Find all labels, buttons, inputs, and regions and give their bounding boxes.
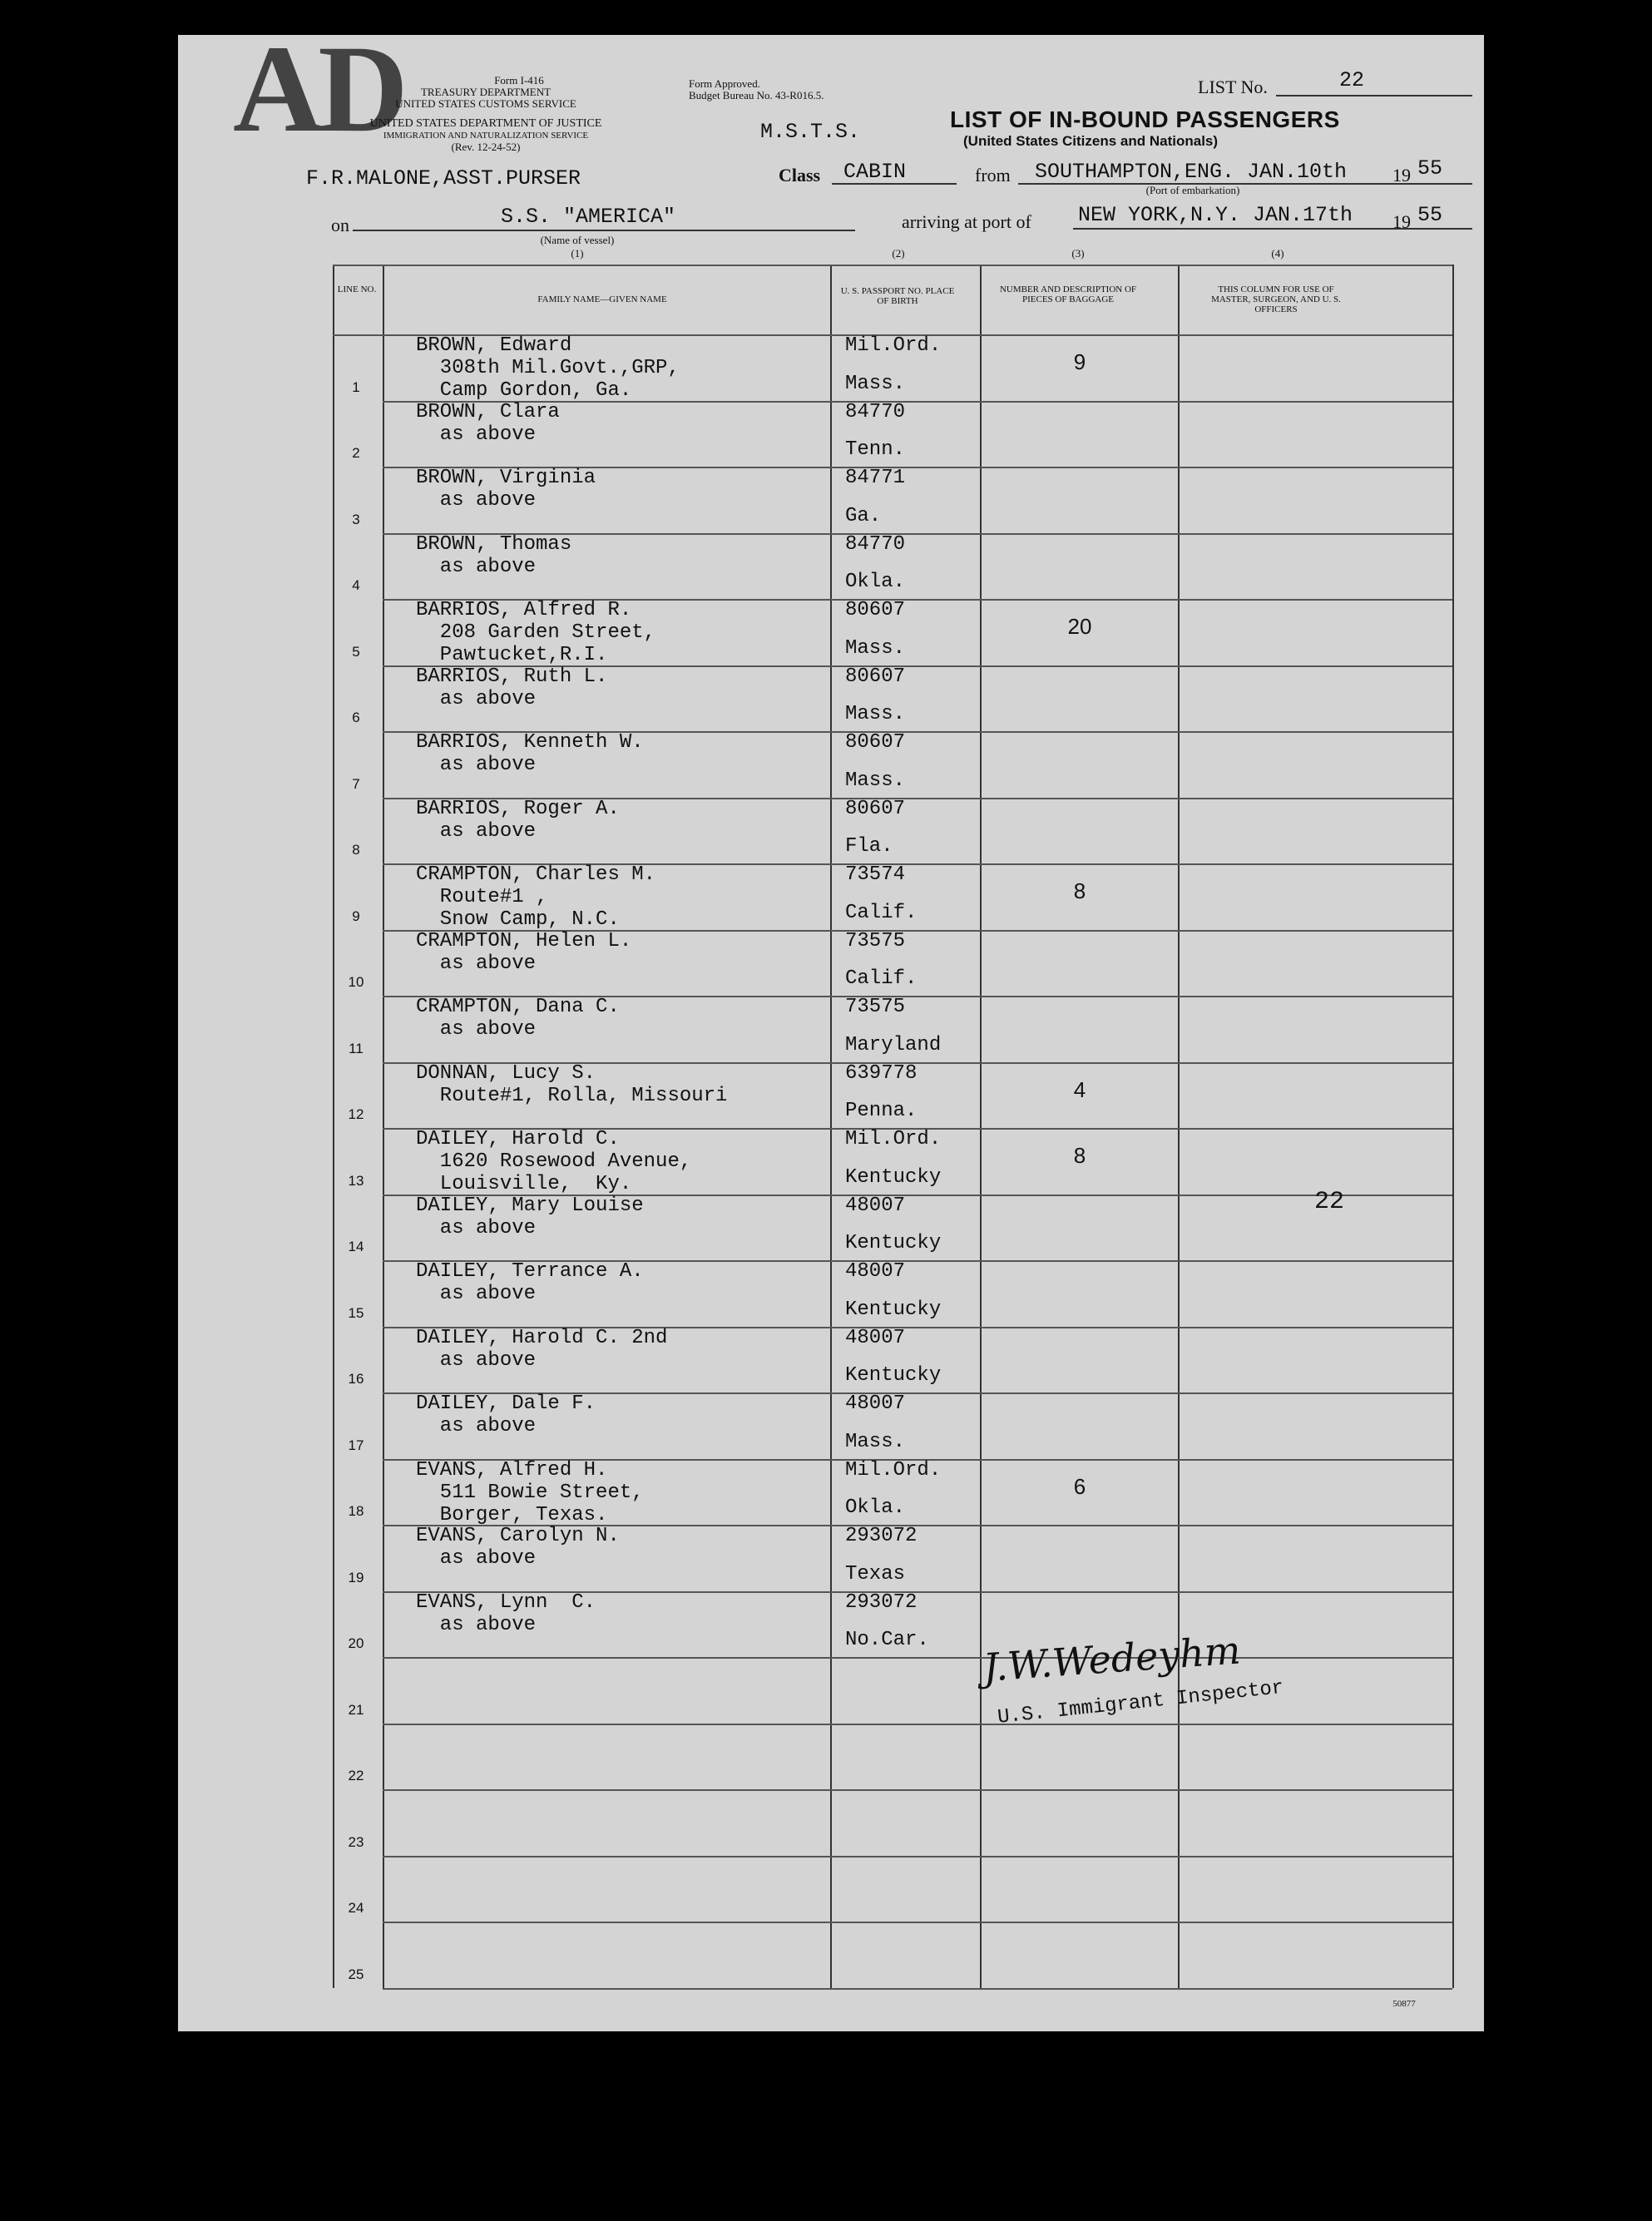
passenger-name: EVANS, Alfred H. 511 Bowie Street, Borger, Texas. — [416, 1458, 644, 1526]
line-number: 16 — [348, 1371, 364, 1387]
col-header-officers: THIS COLUMN FOR USE OF MASTER, SURGEON, AND U. S. OFFICERS — [1211, 284, 1341, 314]
passport-col-number: (2) — [892, 247, 905, 260]
line-number: 7 — [352, 775, 360, 792]
column-rule — [1178, 265, 1180, 1988]
passport-number: 84771 — [845, 467, 906, 489]
passport-number: 48007 — [845, 1194, 906, 1217]
place-of-birth: Penna. — [845, 1100, 918, 1122]
line-number: 5 — [352, 643, 360, 660]
line-number: 24 — [348, 1900, 364, 1916]
place-of-birth: Texas — [845, 1562, 906, 1585]
from-value: SOUTHAMPTON,ENG. JAN.10th — [1035, 160, 1348, 184]
purser-name: F.R.MALONE,ASST.PURSER — [306, 166, 581, 190]
line-number: 21 — [348, 1701, 364, 1718]
line-number: 10 — [348, 974, 364, 990]
baggage-count: 20 — [1067, 614, 1092, 639]
passport-number: 73575 — [845, 996, 906, 1018]
place-of-birth: Ga. — [845, 504, 882, 527]
place-of-birth: Mass. — [845, 703, 906, 725]
place-of-birth: Okla. — [845, 571, 906, 593]
class-underline — [832, 183, 957, 185]
officer-total: 22 — [1314, 1188, 1345, 1216]
list-no-underline — [1276, 95, 1472, 96]
place-of-birth: Mass. — [845, 1430, 906, 1453]
passenger-name: BROWN, Thomas as above — [416, 532, 572, 578]
on-label: on — [331, 215, 349, 235]
passport-number: 73574 — [845, 863, 906, 886]
passport-number: 293072 — [845, 1525, 918, 1547]
passenger-name: BARRIOS, Roger A. as above — [416, 797, 620, 843]
manifest-page — [178, 20, 1484, 2031]
passport-number: 293072 — [845, 1590, 918, 1614]
baggage-count: 8 — [1073, 878, 1086, 903]
column-rule — [333, 265, 334, 1988]
passport-number: 48007 — [845, 1326, 906, 1349]
passenger-name: EVANS, Lynn C. as above — [416, 1590, 596, 1636]
arrival-year-prefix: 19 — [1392, 211, 1411, 232]
row-rule — [383, 1789, 1452, 1791]
place-of-birth: Kentucky — [845, 1298, 942, 1321]
col-header-baggage: NUMBER AND DESCRIPTION OF PIECES OF BAGGAGE — [999, 284, 1137, 304]
column-rule — [830, 265, 832, 1988]
vessel-caption: (Name of vessel) — [540, 234, 615, 246]
form-revision: (Rev. 12-24-52) — [451, 141, 521, 153]
arriving-label: arriving at port of — [902, 211, 1031, 232]
form-approved: Form Approved. — [689, 77, 760, 90]
passport-number: 48007 — [845, 1260, 906, 1283]
place-of-birth: No.Car. — [845, 1629, 929, 1651]
row-rule — [383, 1988, 1452, 1990]
row-rule — [333, 265, 1452, 266]
passenger-name: BARRIOS, Alfred R. 208 Garden Street, Pawtucket,R.I. — [416, 599, 656, 666]
line-number: 13 — [348, 1172, 364, 1189]
passport-number: 639778 — [845, 1061, 918, 1085]
budget-bureau: Budget Bureau No. 43-R016.5. — [689, 89, 824, 101]
line-number: 3 — [352, 511, 360, 527]
from-label: from — [975, 165, 1011, 185]
passport-number: 80607 — [845, 797, 906, 820]
row-rule — [383, 1657, 1452, 1659]
footer-code: 50877 — [1392, 1999, 1416, 2009]
line-number: 8 — [352, 842, 360, 858]
passenger-name: DAILEY, Dale F. as above — [416, 1392, 596, 1437]
line-number: 25 — [348, 1966, 364, 1982]
passenger-name: BARRIOS, Kenneth W. as above — [416, 731, 644, 776]
list-title: LIST OF IN-BOUND PASSENGERS — [950, 106, 1340, 132]
column-rule — [1452, 265, 1454, 1988]
passenger-name: CRAMPTON, Charles M. Route#1 , Snow Camp, N.C. — [416, 863, 656, 931]
passenger-name: BROWN, Clara as above — [416, 400, 560, 446]
line-number: 18 — [348, 1503, 364, 1519]
from-year-prefix: 19 — [1392, 165, 1411, 185]
arrival-underline — [1073, 228, 1472, 230]
baggage-col-number: (3) — [1071, 247, 1085, 260]
line-number: 12 — [348, 1106, 364, 1122]
passport-number: 80607 — [845, 665, 906, 688]
line-number: 23 — [348, 1833, 364, 1850]
line-number: 9 — [352, 908, 360, 924]
place-of-birth: Maryland — [845, 1033, 942, 1056]
passport-number: 80607 — [845, 599, 906, 621]
inspector-signature: J.W.Wedeyhm — [982, 1627, 1243, 1690]
line-number: 1 — [352, 378, 360, 395]
row-rule — [383, 1856, 1452, 1857]
passenger-name: CRAMPTON, Dana C. as above — [416, 996, 620, 1041]
line-number: 2 — [352, 445, 360, 461]
row-rule — [383, 1922, 1452, 1923]
col-header-name: FAMILY NAME—GIVEN NAME — [537, 294, 667, 304]
column-rule — [980, 265, 982, 1988]
col-header-line-no: LINE NO. — [337, 284, 377, 294]
place-of-birth: Mass. — [845, 769, 906, 792]
arrival-year: 55 — [1417, 203, 1443, 227]
passenger-name: DAILEY, Harold C. 1620 Rosewood Avenue, Louisville, Ky. — [416, 1128, 692, 1195]
vessel-name: S.S. "AMERICA" — [501, 205, 676, 229]
passport-number: 84770 — [845, 532, 906, 556]
passenger-name: DONNAN, Lucy S. Route#1, Rolla, Missouri — [416, 1061, 728, 1107]
justice-dept: UNITED STATES DEPARTMENT OF JUSTICE — [369, 117, 602, 130]
place-of-birth: Okla. — [845, 1496, 906, 1519]
line-number: 11 — [349, 1040, 364, 1056]
baggage-count: 6 — [1073, 1473, 1086, 1499]
place-of-birth: Kentucky — [845, 1165, 942, 1189]
inspector-title: U.S. Immigrant Inspector — [997, 1676, 1285, 1729]
class-value: CABIN — [843, 160, 907, 184]
col-header-passport: U. S. PASSPORT NO. PLACE OF BIRTH — [840, 286, 955, 306]
place-of-birth: Kentucky — [845, 1364, 942, 1387]
from-year: 55 — [1417, 156, 1443, 181]
place-of-birth: Mass. — [845, 372, 906, 395]
passenger-name: DAILEY, Harold C. 2nd as above — [416, 1326, 668, 1372]
row-rule — [383, 1724, 1452, 1725]
passenger-name: BROWN, Virginia as above — [416, 467, 596, 512]
list-subtitle: (United States Citizens and Nationals) — [963, 133, 1219, 149]
passport-number: 84770 — [845, 400, 906, 423]
passenger-name: CRAMPTON, Helen L. as above — [416, 929, 632, 975]
passenger-name: DAILEY, Mary Louise as above — [416, 1194, 644, 1239]
customs-service: UNITED STATES CUSTOMS SERVICE — [395, 97, 576, 110]
place-of-birth: Fla. — [845, 835, 893, 858]
baggage-count: 9 — [1073, 349, 1086, 374]
officers-col-number: (4) — [1271, 247, 1284, 260]
ins-service: IMMIGRATION AND NATURALIZATION SERVICE — [383, 131, 589, 141]
embark-caption: (Port of embarkation) — [1145, 184, 1240, 196]
passport-number: Mil.Ord. — [845, 334, 942, 357]
passport-number: 48007 — [845, 1392, 906, 1415]
passenger-name: DAILEY, Terrance A. as above — [416, 1260, 644, 1305]
msts-label: M.S.T.S. — [760, 120, 861, 144]
line-number: 19 — [348, 1569, 364, 1585]
list-number: 22 — [1339, 68, 1365, 92]
vessel-col-number: (1) — [571, 247, 584, 260]
passport-number: Mil.Ord. — [845, 1458, 942, 1481]
place-of-birth: Mass. — [845, 636, 906, 660]
column-rule — [383, 265, 384, 1988]
baggage-count: 8 — [1073, 1143, 1086, 1168]
line-number: 20 — [348, 1635, 364, 1651]
place-of-birth: Tenn. — [845, 438, 906, 461]
vessel-underline — [353, 230, 855, 231]
list-no-label: LIST No. — [1198, 77, 1268, 97]
form-number: Form I-416 — [494, 74, 544, 87]
passport-number: 80607 — [845, 731, 906, 754]
line-number: 15 — [348, 1304, 364, 1321]
line-number: 6 — [352, 710, 360, 725]
arrival-value: NEW YORK,N.Y. JAN.17th — [1078, 203, 1353, 227]
passenger-name: EVANS, Carolyn N. as above — [416, 1525, 620, 1570]
passport-number: Mil.Ord. — [845, 1128, 942, 1150]
place-of-birth: Calif. — [845, 967, 918, 990]
baggage-count: 4 — [1073, 1076, 1086, 1102]
place-of-birth: Kentucky — [845, 1232, 942, 1254]
place-of-birth: Calif. — [845, 901, 918, 924]
passenger-name: BARRIOS, Ruth L. as above — [416, 665, 608, 710]
line-number: 17 — [348, 1437, 364, 1453]
line-number: 4 — [352, 577, 360, 593]
treasury-dept: TREASURY DEPARTMENT — [420, 86, 551, 98]
passport-number: 73575 — [845, 929, 906, 952]
line-number: 14 — [348, 1239, 364, 1254]
class-label: Class — [779, 165, 821, 185]
passenger-name: BROWN, Edward 308th Mil.Govt.,GRP, Camp Gordon, Ga. — [416, 334, 680, 402]
ad-stamp: AD — [233, 20, 403, 158]
line-number: 22 — [348, 1768, 364, 1783]
